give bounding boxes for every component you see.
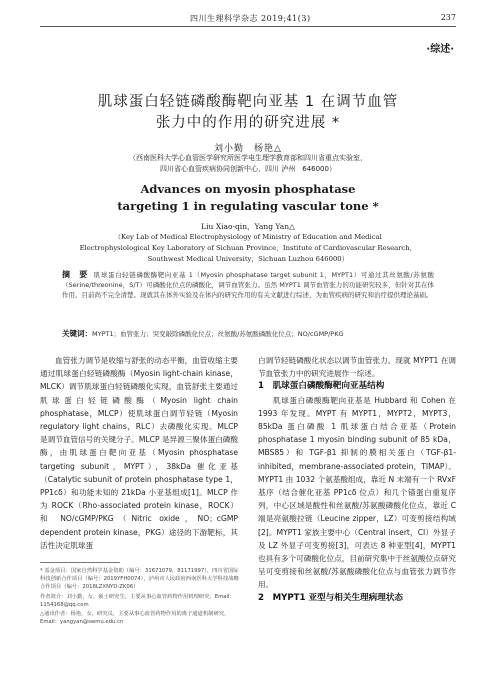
chinese-affiliation xyxy=(0,153,496,175)
keywords-text: MYPT1；血管张力；突变敲除磷酸化位点；丝氨酸/苏氨酸磷酸化位点；NO/cGMP/PKG xyxy=(92,330,344,338)
body-paragraph-continued: 白调节轻链磷酸化状态以调节血管张力。现就 MYPT1 在调节血管张力中的研究进展作一综述。 xyxy=(258,356,456,379)
chinese-affiliation-line-2: 四川省心血管疾病协同创新中心，四川 泸州 646000） xyxy=(160,165,336,173)
chinese-authors: 刘小勤 杨艳△ xyxy=(214,144,282,154)
english-affiliation-line-2: Electrophysiological Key Laboratory of Sichuan Province，Institute of Cardiovascular Research， xyxy=(79,244,417,252)
footnote-author-bio: 作者简介：刘小勤，女，硕士研究生，主要从事心血管药物作用机理研究，Email：1154168@qq.com xyxy=(40,593,235,608)
chinese-title-line-1: 肌球蛋白轻链磷酸酶靶向亚基 1 在调节血管 xyxy=(97,94,399,110)
body-paragraph-intro: 血管张力调节是收缩与舒张的动态平衡，血管收缩主要通过肌球蛋白轻链磷酸酶（Myosin light-chain kinase，MLCK）调节肌球蛋白轻链磷酸化实现，血管舒张主要通过肌球蛋白轻链磷酸酶（Myosin light chain phosphatase，MLCP）使肌球蛋白调节轻链（Myosin regulatory light chains，RLC）去磷酸化实现。MLCP 是调节血管信号的关键分子。MLCP 是异源三聚体蛋白磷酸酶，由肌球蛋白靶向亚基（Myosin phosphatase targeting subunit，MYPT），38kDa 催化亚基（Catalytic subunit of protein phosphatase type 1，PP1cδ）和功能未知的 21kDa 小亚基组成[1]。MLCP 作为 ROCK（Rho-associated protein kinase，ROCK）和 NO/cGMP/PKG（Nitric oxide，NO；cGMP dependent protein kinase，PKG）途径的下游靶标，其活性决定肌球蛋 xyxy=(40,356,238,550)
running-header xyxy=(0,10,496,30)
keywords xyxy=(62,329,434,339)
abstract-text: 肌球蛋白轻链磷酸酶靶向亚基 1（Myosin phosphatase target subunit 1，MYPT1）可通过其丝氨酸/苏氨酸（Serine/threonine，S/T）可磷酸化位点的磷酸化，调节血管张力。虽然 MYPT1 调节血管张力的功能研究较多，但针对其在体作用，目前尚不完全清楚。现就其在体外实验及在体内的研究作用的有关文献进行综述，为血管疾病的研究和治疗提供理论基础。 xyxy=(62,271,434,299)
left-column xyxy=(40,354,238,552)
chinese-title-line-2: 张力中的作用的研究进展 * xyxy=(155,115,341,131)
abstract-label: 摘 要 xyxy=(62,270,88,279)
abstract xyxy=(62,270,434,300)
chinese-affiliation-line-1: （西南医科大学心血管医学研究所医学电生理学教育部和四川省重点实验室， xyxy=(129,154,367,162)
english-affiliation-line-3: Southwest Medical University，Sichuan Luzhou 646000） xyxy=(147,255,349,263)
section-tag: ·综述· xyxy=(426,44,454,55)
header-rule xyxy=(40,26,456,27)
section-1-text: 肌球蛋白磷酸酶靶向亚基是 Hubbard 和 Cohen 在 1993 年发现。MYPT 有 MYPT1，MYPT2，MYPT3，85kDa 蛋白磷酸 1 肌球蛋白结合亚基（Protein phosphatase 1 myosin binding subunit of 85 kDa，MBS85）和 TGF-β1 抑制的膜相关蛋白（TGF-β1-inhibited，membrane-associated protein，TIMAP）。MYPT1 由 1032 个氨基酸组成，靠近 N 末端有一个 RVxF 基序（结合催化亚基 PP1cδ 位点）和几个锚蛋白重复序列，中心区域是酸性和丝氨酸/苏氨酸磷酸化位点，靠近 C 端是亮氨酸拉链（Leucine zipper，LZ）可变剪接结构域[2]。MYPT1 家族主要中心（Central insert，CI）外显子及 LZ 外显子可变剪接[3]，可表达 8 种亚型[4]，MYPT1 也具有多个可磷酸化位点，目前研究集中于丝氨酸位点研究呈可变剪接和丝氨酸/苏氨酸磷酸化位点与血管张力调节作用。 xyxy=(258,395,456,590)
journal-citation: 四川生理科学杂志 2019;41(3) xyxy=(190,14,311,23)
footnote-rule xyxy=(40,562,120,563)
keywords-label: 关键词： xyxy=(62,329,92,338)
page-number: 237 xyxy=(440,13,456,22)
english-title-line-1: Advances on myosin phosphatase xyxy=(140,182,356,196)
english-title-line-2: targeting 1 in regulating vascular tone * xyxy=(117,199,379,213)
footnote-funding: * 基金项目：国家自然科学基金资助（编号：31671079，81171997），四川省国际科技创新合作项目（编号：2019YFH0074），泸州市人民政府西南医科大学科技战略合作项目（编号：2018LZXNYD-ZK06） xyxy=(40,568,239,591)
section-1-heading: 1 肌球蛋白磷酸酶靶向亚基结构 xyxy=(258,381,385,392)
right-column xyxy=(258,354,456,605)
english-affiliation xyxy=(0,232,496,265)
section-2-heading: 2 MYPT1 亚型与相关生理病理状态 xyxy=(258,592,404,603)
english-authors: Liu Xiao-qin，Yang Yan△ xyxy=(201,222,295,231)
chinese-title xyxy=(0,92,496,134)
footnotes xyxy=(40,567,240,627)
footnote-corresponding-author: △通讯作者：杨艳，女，研究员，主要从事心血管药物作用的离子通道机制研究，Email：yangyan@swmu.edu.cn xyxy=(40,611,230,626)
english-title xyxy=(0,181,496,215)
english-affiliation-line-1: （Key Lab of Medical Electrophysiology of Ministry of Education and Medical xyxy=(114,233,382,241)
